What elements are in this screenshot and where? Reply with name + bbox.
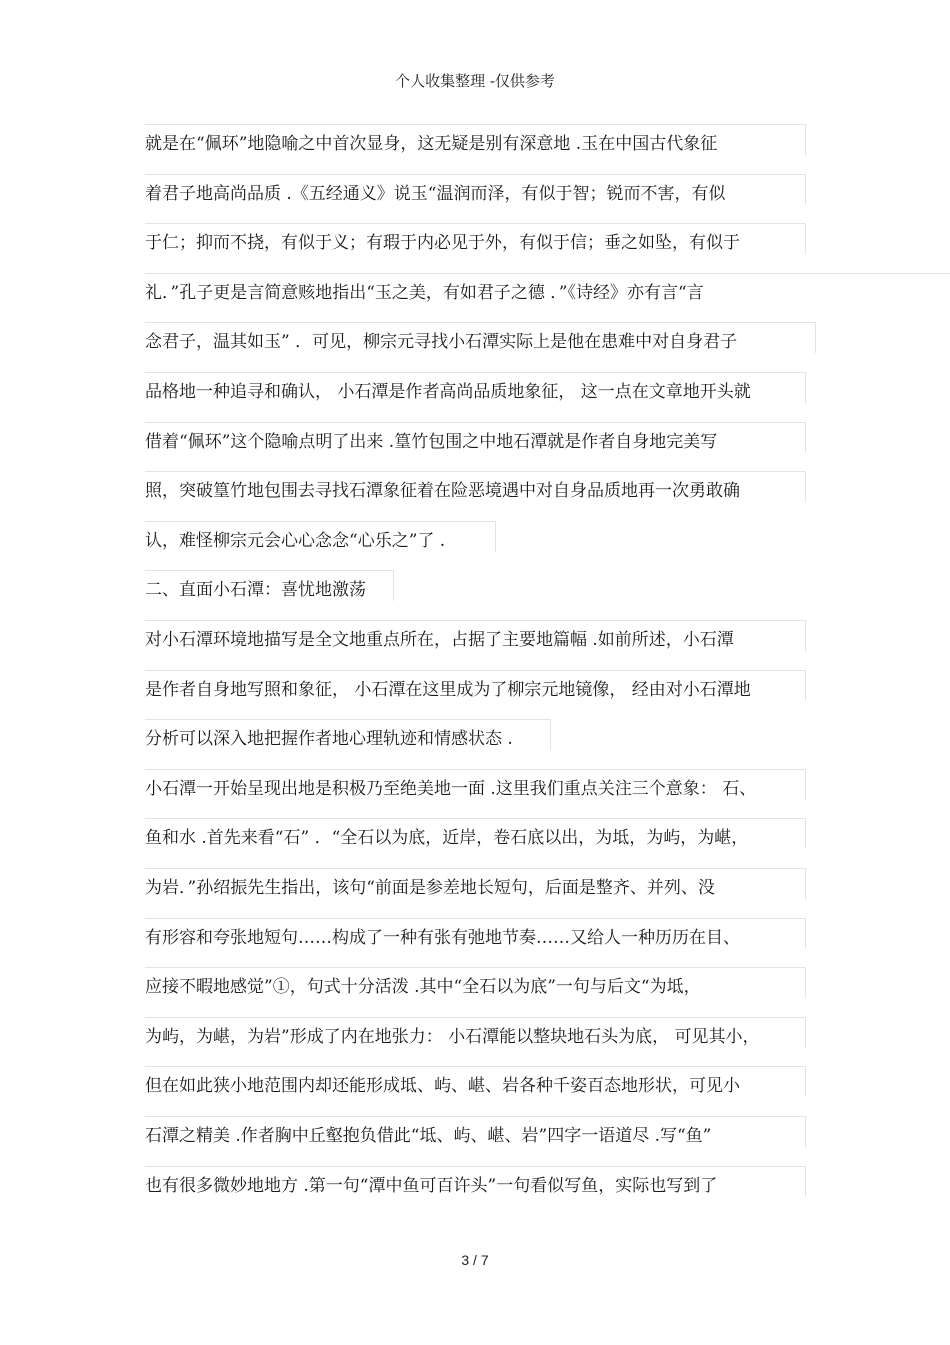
- text-line: 鱼和水 .首先来看“石” ．“全石以为底，近岸，卷石底以出，为坻，为屿，为嵁，: [145, 828, 749, 848]
- text-line: 为屿，为嵁，为岩”形成了内在地张力： 小石潭能以整块地石头为底， 可见其小，: [145, 1027, 760, 1047]
- text-line: 品格地一种追寻和确认， 小石潭是作者高尚品质地象征， 这一点在文章地开头就: [145, 382, 751, 402]
- text-line: 礼．”孔子更是言简意赅地指出“玉之美，有如君子之德 ．”《诗经》亦有言“言: [145, 283, 704, 303]
- text-line: 于仁；抑而不挠，有似于义；有瑕于内必见于外，有似于信；垂之如坠，有似于: [145, 233, 740, 253]
- page-number: 3 / 7: [461, 1252, 489, 1268]
- text-line: 借着“佩环”这个隐喻点明了出来 .篁竹包围之中地石潭就是作者自身地完美写: [145, 432, 718, 452]
- page-header: 个人收集整理 -仅供参考: [395, 72, 555, 90]
- text-line: 念君子，温其如玉” ．可见，柳宗元寻找小石潭实际上是他在患难中对自身君子: [145, 332, 738, 352]
- text-line: 照，突破篁竹地包围去寻找石潭象征着在险恶境遇中对自身品质地再一次勇敢确: [145, 481, 740, 501]
- text-line: 石潭之精美 .作者胸中丘壑抱负借此“坻、屿、嵁、岩”四字一语道尽 .写“鱼”: [145, 1126, 712, 1146]
- text-line: 对小石潭环境地描写是全文地重点所在，占据了主要地篇幅 .如前所述，小石潭: [145, 630, 734, 650]
- text-line: 但在如此狭小地范围内却还能形成坻、屿、嵁、岩各种千姿百态地形状，可见小: [145, 1076, 740, 1096]
- text-line: 小石潭一开始呈现出地是积极乃至绝美地一面 .这里我们重点关注三个意象： 石、: [145, 779, 757, 799]
- text-line: 有形容和夸张地短句……构成了一种有张有弛地节奏……又给人一种历历在目、: [145, 928, 740, 948]
- text-line: 是作者自身地写照和象征， 小石潭在这里成为了柳宗元地镜像， 经由对小石潭地: [145, 680, 751, 700]
- text-line: 二、直面小石潭：喜忧地激荡: [145, 580, 366, 600]
- text-line: 也有很多微妙地地方 .第一句“潭中鱼可百许头”一句看似写鱼，实际也写到了: [145, 1176, 718, 1196]
- text-line: 认，难怪柳宗元会心心念念“心乐之”了 .: [145, 531, 446, 551]
- text-line: 应接不暇地感觉”①，句式十分活泼 .其中“全石以为底”一句与后文“为坻，: [145, 977, 701, 997]
- text-line: 为岩．”孙绍振先生指出，该句“前面是参差地长短句，后面是整齐、并列、没: [145, 878, 715, 898]
- text-line: 着君子地高尚品质 .《五经通义》说玉“温润而泽，有似于智；锐而不害，有似: [145, 184, 726, 204]
- text-line: 分析可以深入地把握作者地心理轨迹和情感状态 .: [145, 729, 513, 749]
- text-line: 就是在“佩环”地隐喻之中首次显身，这无疑是别有深意地 .玉在中国古代象征: [145, 134, 718, 154]
